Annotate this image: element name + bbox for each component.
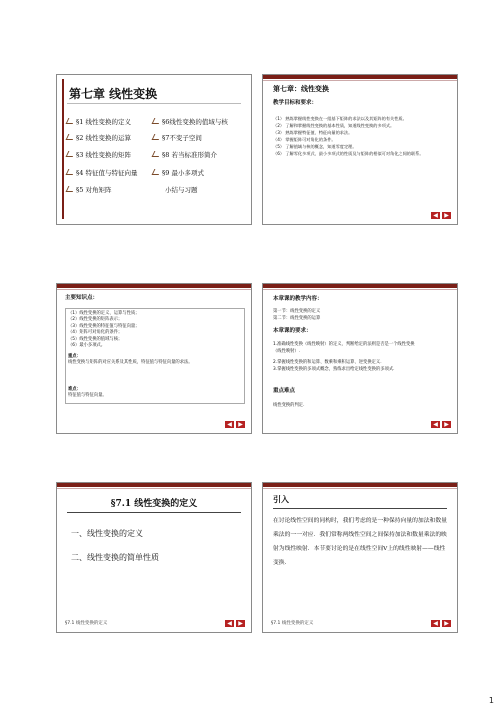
- prev-arrow-icon[interactable]: ◀: [225, 620, 234, 627]
- key-difficulty-text: 线性变换的判定.: [273, 403, 305, 408]
- toc-item-3[interactable]: §3 线性变换的矩阵: [67, 150, 131, 159]
- requirement-item: 2.掌握线性变换的和运算、数乘和乘积运算、逆变换定义.: [273, 360, 382, 365]
- outline-item[interactable]: 二、线性变换的简单性质: [71, 553, 159, 562]
- goal-item: （1） 熟练掌握线性变换在一组基下矩阵的求法以及其矩阵的有关性质。: [273, 116, 407, 121]
- slide-subtitle: 教学目标和要求：: [273, 100, 318, 106]
- divider: [67, 512, 241, 513]
- key-section: [68, 353, 193, 365]
- slide-footer: §7.1 线性变换的定义: [65, 621, 108, 626]
- knowledge-item: （2）线性变换的矩阵表示；: [68, 317, 123, 323]
- pencil-icon: [152, 118, 162, 124]
- next-arrow-icon[interactable]: ▶: [236, 421, 245, 428]
- slide-section-title: [56, 482, 252, 633]
- content-item: 第二节：线性变换的运算: [273, 316, 321, 321]
- slide-nav: [431, 620, 451, 627]
- outline-item[interactable]: 一、线性变换的定义: [71, 529, 143, 538]
- next-arrow-icon[interactable]: ▶: [442, 620, 451, 627]
- slide-nav: [431, 421, 451, 428]
- header-rule: [263, 488, 457, 489]
- knowledge-item: （6）最小多项式。: [68, 343, 106, 349]
- toc-item-7[interactable]: §7不变子空间: [153, 133, 202, 142]
- toc-item-2[interactable]: §2 线性变换的运算: [67, 133, 131, 142]
- slide-chapter-contents: [56, 74, 252, 225]
- slide-nav: [225, 421, 245, 428]
- page-number: 1: [488, 696, 494, 705]
- prev-arrow-icon[interactable]: ◀: [431, 212, 440, 219]
- divider: [67, 103, 241, 104]
- header-bar: [263, 75, 457, 79]
- toc-item-4[interactable]: §4 特征值与特征向量: [67, 168, 137, 177]
- slide-title: 第七章：线性变换: [273, 85, 329, 93]
- requirement-item: （线性映射）.: [273, 349, 301, 354]
- toc-item-8[interactable]: §8 若当标准形简介: [153, 150, 217, 159]
- intro-paragraph: 在讨论线性空间的同构时，我们考虑的是一种保持向量的加法和数量乘法的一一对应．我们常称两线性空间之间保持加法和数量乘法的映射为线性映射．本节要讨论的是在线性空间V上的线性映射——线性变换．: [273, 518, 447, 566]
- knowledge-item: （4）矩阵可对角化的条件；: [68, 330, 123, 336]
- requirement-item: 1.准确线性变换（线性映射）的定义，判断给定的法则是否是一个线性变换: [273, 342, 415, 347]
- knowledge-item: （5）线性变换的值域与核；: [68, 336, 123, 342]
- knowledge-item: （3）线性变换的特征值与特征向量；: [68, 323, 140, 329]
- content-item: 第一节：线性变换的定义: [273, 309, 321, 314]
- header-rule: [263, 289, 457, 290]
- toc-item-1[interactable]: §1 线性变换的定义: [67, 117, 131, 126]
- knowledge-item: （1）线性变换的定义、运算与性质；: [68, 311, 140, 316]
- pencil-icon: [152, 151, 162, 157]
- toc-item-9[interactable]: §9 最小多项式: [153, 168, 204, 177]
- goal-item: （5） 了解值域与核的概念，知道零度定理。: [273, 144, 357, 149]
- toc-item-5[interactable]: §5 对角矩阵: [67, 185, 111, 194]
- slide-title: 主要知识点：: [65, 295, 99, 301]
- toc-item-6[interactable]: §6线性变换的值域与核: [153, 117, 228, 126]
- header-bar: [263, 483, 457, 487]
- key-heading: 重点：: [68, 354, 81, 359]
- slide-nav: [225, 620, 245, 627]
- next-arrow-icon[interactable]: ▶: [442, 421, 451, 428]
- difficulty-section: [68, 386, 107, 398]
- slide-title: 第七章 线性变换: [69, 87, 158, 101]
- header-bar: [57, 483, 251, 487]
- next-arrow-icon[interactable]: ▶: [236, 620, 245, 627]
- prev-arrow-icon[interactable]: ◀: [431, 421, 440, 428]
- pencil-icon: [66, 134, 76, 140]
- pencil-icon: [152, 134, 162, 140]
- goal-item: （4） 掌握矩阵可对角化的条件。: [273, 137, 336, 142]
- pencil-icon: [66, 151, 76, 157]
- divider: [273, 508, 447, 509]
- prev-arrow-icon[interactable]: ◀: [225, 421, 234, 428]
- pencil-icon: [66, 118, 76, 124]
- knowledge-list: [68, 311, 139, 349]
- header-bar: [57, 284, 251, 288]
- pencil-icon: [66, 169, 76, 175]
- slide-footer: §7.1 线性变换的定义: [271, 621, 314, 626]
- slide-title: §7.1 线性变换的定义: [110, 499, 198, 509]
- header-rule: [57, 289, 251, 290]
- decorative-bar: [62, 79, 64, 219]
- goal-list: [273, 115, 449, 157]
- difficulty-heading: 难点：: [68, 387, 81, 392]
- key-text: 线性变换与矩阵的对应关系及其性质，特征值与特征向量的求法。: [68, 360, 193, 365]
- difficulty-text: 特征值与特征向量。: [68, 393, 107, 398]
- prev-arrow-icon[interactable]: ◀: [431, 620, 440, 627]
- slide-title: 本章课的教学内容：: [273, 296, 323, 302]
- goal-item: （2） 了解和掌握线性变换的基本性质，知道线性变换的多项式。: [273, 123, 395, 128]
- slide-title: 引入: [273, 495, 289, 504]
- requirements-heading: 本章课的要求：: [273, 328, 312, 334]
- goal-item: （6） 了解零化多项式、最小多项式的性质及与矩阵的相似可对角化之间的联系。: [273, 151, 424, 156]
- slide-key-points: [56, 283, 252, 434]
- slide-teaching-goals: [262, 74, 458, 225]
- header-bar: [263, 284, 457, 288]
- goal-item: （3） 熟练掌握特征值、特征向量的求法。: [273, 130, 353, 135]
- pencil-icon: [152, 169, 162, 175]
- slide-lesson-content: [262, 283, 458, 434]
- requirement-item: 3.掌握线性变换的多项式概念，熟练求出给定线性变换的多项式.: [273, 367, 395, 372]
- header-rule: [263, 80, 457, 81]
- slide-nav: [431, 212, 451, 219]
- slide-introduction: [262, 482, 458, 633]
- key-difficulty-heading: 重点难点: [273, 388, 296, 394]
- next-arrow-icon[interactable]: ▶: [442, 212, 451, 219]
- header-rule: [57, 488, 251, 489]
- pencil-icon: [66, 186, 76, 192]
- toc-item-summary[interactable]: 小结与习题: [165, 186, 198, 194]
